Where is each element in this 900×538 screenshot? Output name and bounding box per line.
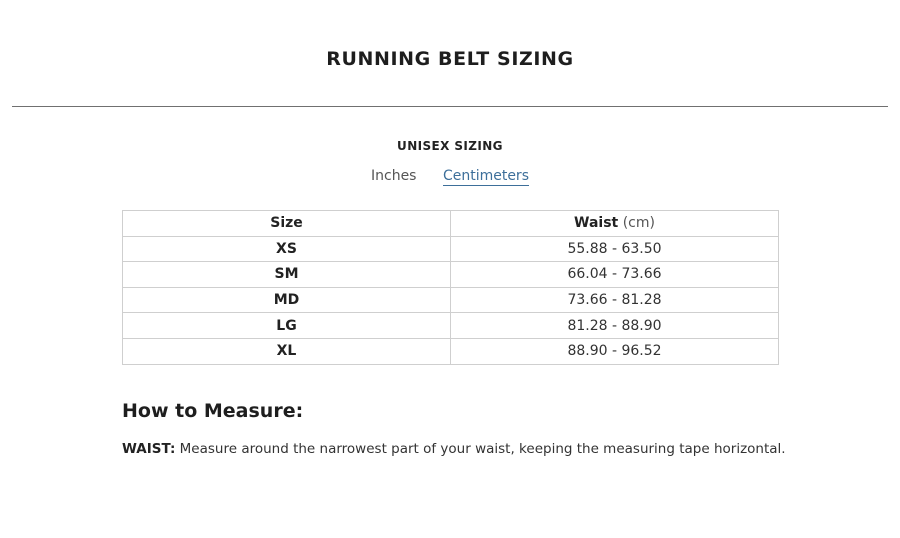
table-row bbox=[123, 338, 779, 364]
table-header-row bbox=[123, 211, 779, 237]
waist-column-header: Waist (cm) bbox=[451, 211, 779, 237]
size-cell: XS bbox=[123, 236, 451, 262]
waist-cell: 81.28 - 88.90 bbox=[451, 313, 779, 339]
size-cell: XL bbox=[123, 338, 451, 364]
size-column-header: Size bbox=[123, 211, 451, 237]
size-cell: LG bbox=[123, 313, 451, 339]
page-title: RUNNING BELT SIZING bbox=[326, 48, 574, 70]
table-row bbox=[123, 236, 779, 262]
size-cell: MD bbox=[123, 287, 451, 313]
size-cell: SM bbox=[123, 262, 451, 288]
waist-cell: 55.88 - 63.50 bbox=[451, 236, 779, 262]
waist-label: WAIST: bbox=[122, 441, 176, 457]
waist-cell: 66.04 - 73.66 bbox=[451, 262, 779, 288]
section-title: UNISEX SIZING bbox=[397, 139, 503, 153]
size-table bbox=[122, 210, 779, 365]
unit-tabs bbox=[0, 168, 900, 186]
waist-cell: 88.90 - 96.52 bbox=[451, 338, 779, 364]
table-row bbox=[123, 287, 779, 313]
tab-inches[interactable]: Inches bbox=[371, 168, 417, 184]
tab-centimeters[interactable]: Centimeters bbox=[442, 168, 529, 184]
how-to-measure-heading: How to Measure: bbox=[122, 400, 304, 422]
table-row bbox=[123, 313, 779, 339]
title-divider bbox=[12, 106, 888, 107]
waist-instruction-text: Measure around the narrowest part of your waist, keeping the measuring tape horizontal. bbox=[179, 441, 786, 457]
waist-instructions bbox=[122, 441, 786, 457]
table-row bbox=[123, 262, 779, 288]
waist-cell: 73.66 - 81.28 bbox=[451, 287, 779, 313]
